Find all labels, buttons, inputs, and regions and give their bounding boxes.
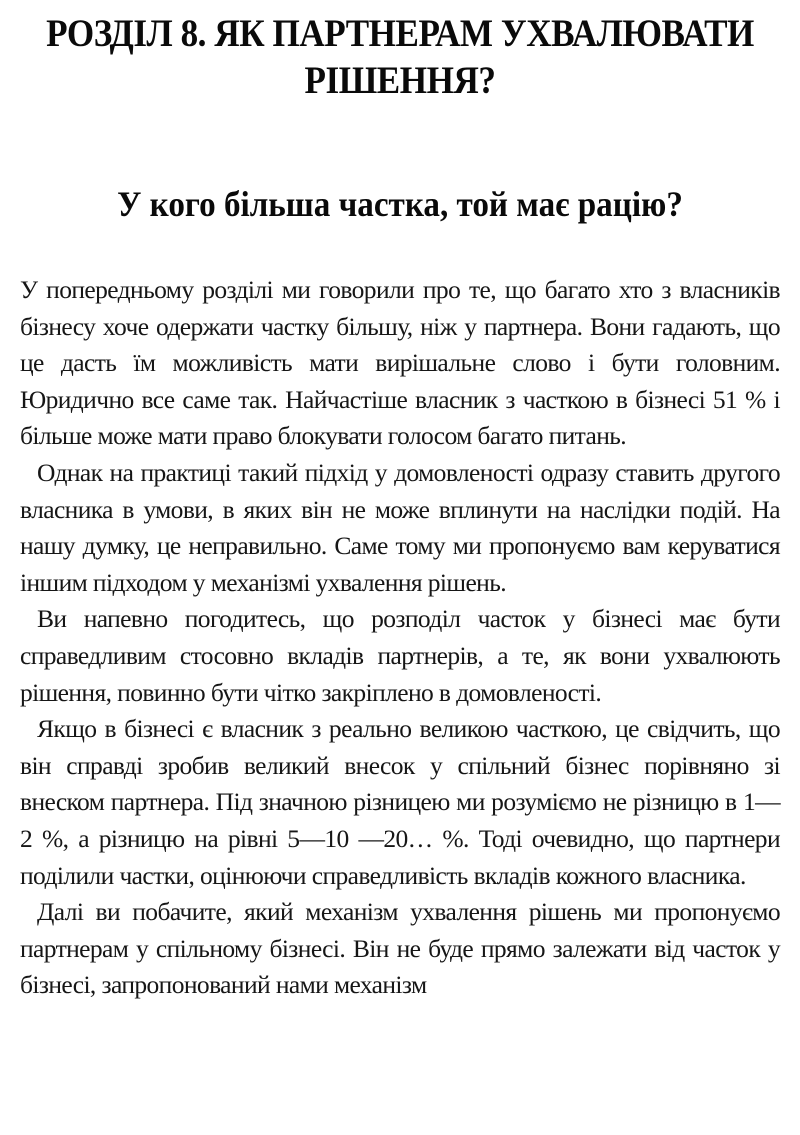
chapter-title: РОЗДІЛ 8. ЯК ПАРТНЕРАМ УХВАЛЮВАТИ РІШЕННЯ? xyxy=(46,12,754,102)
paragraph-5: Далі ви побачите, який механізм ухвалення рішень ми пропонуємо партнерам у спільному бізнесі. Він не буде прямо залежати від часток у бізнесі, запропонований нами механізм xyxy=(20,897,780,1000)
body-text xyxy=(20,272,780,1004)
section-title: У кого більша частка, той має рацію? xyxy=(117,184,683,224)
paragraph-3: Ви напевно погодитесь, що розподіл часток у бізнесі має бути справедливим стосовно вкладів партнерів, а те, як вони ухвалюють рішення, повинно бути чітко закріплено в домовленості. xyxy=(20,604,780,707)
paragraph-1: У попередньому розділі ми говорили про те, що багато хто з власників бізнесу хоче одержати частку більшу, ніж у партнера. Вони гадають, що це дасть їм можливість мати вирішальне слово і бути головним. Юридично все саме так. Найчастіше власник з часткою в бізнесі 51 % і більше може мати право блокувати голосом багато питань. xyxy=(20,275,780,451)
paragraph-4: Якщо в бізнесі є власник з реально великою часткою, це свідчить, що він справді зробив великий внесок у спільний бізнес порівняно зі внеском партнера. Під значною різницею ми розуміємо не різницю в 1—2 %, а різницю на рівні 5—10 —20… %. Тоді очевидно, що партнери поділили частки, оцінюючи справедливість вкладів кожного власника. xyxy=(20,714,780,890)
paragraph-2: Однак на практиці такий підхід у домовленості одразу ставить другого власника в умови, в яких він не може вплинути на наслідки подій. На нашу думку, це неправильно. Саме тому ми пропонуємо вам керуватися іншим підходом у механізмі ухвалення рішень. xyxy=(20,457,780,597)
